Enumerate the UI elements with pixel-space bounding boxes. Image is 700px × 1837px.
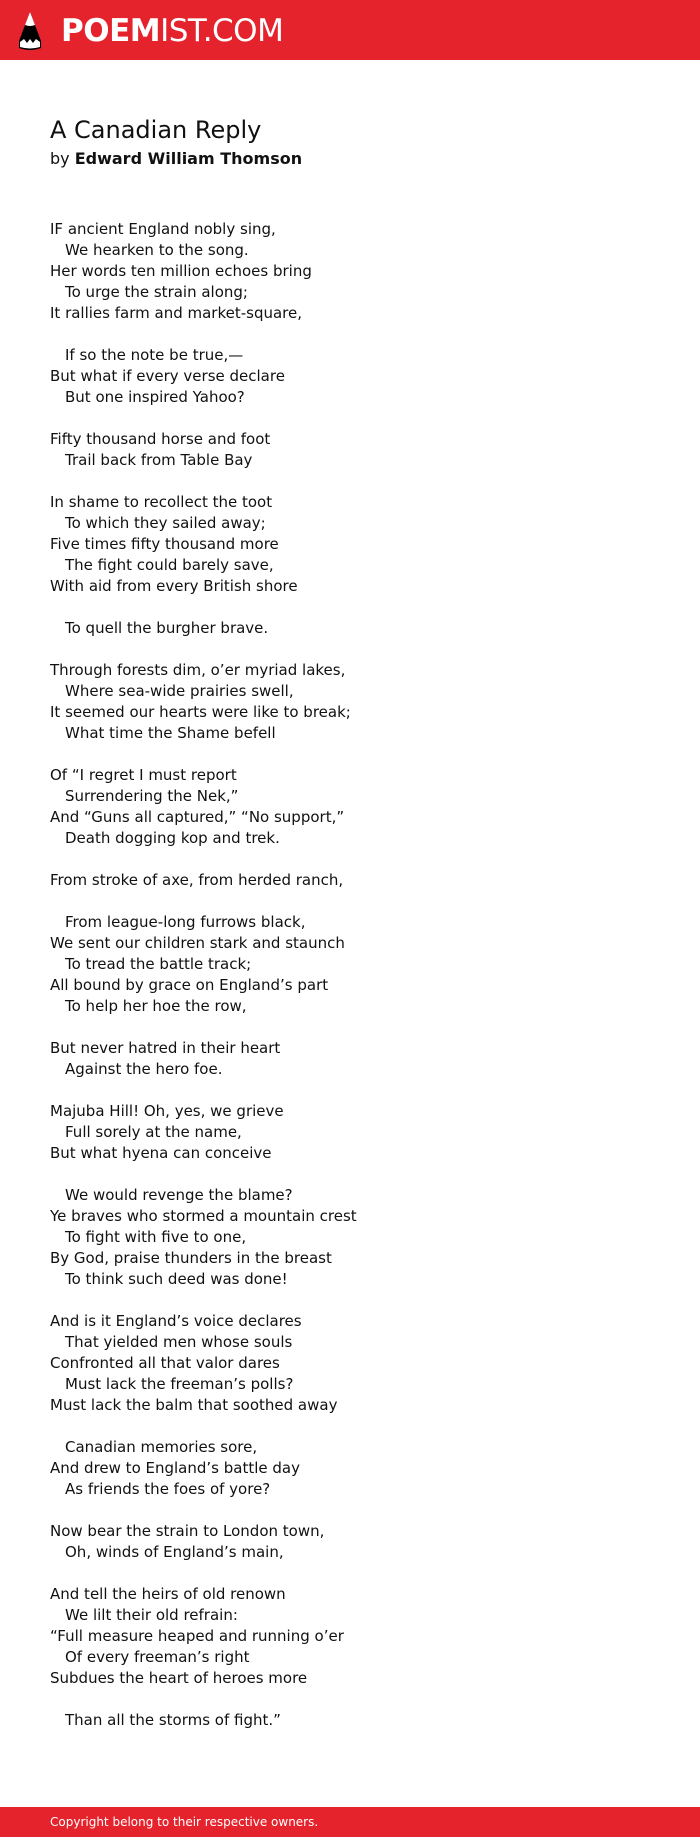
poem-line: From league-long furrows black, xyxy=(65,913,306,931)
poem-title: A Canadian Reply xyxy=(50,116,262,144)
poem-line: Confronted all that valor dares xyxy=(50,1354,280,1372)
site-logo[interactable] xyxy=(17,10,283,52)
poem-line: To which they sailed away; xyxy=(65,514,266,532)
poem-line: Majuba Hill! Oh, yes, we grieve xyxy=(50,1102,284,1120)
poem-byline xyxy=(50,147,302,171)
poem-line: Must lack the balm that soothed away xyxy=(50,1396,338,1414)
poem-line: If so the note be true,— xyxy=(65,346,244,364)
poem-line: It seemed our hearts were like to break; xyxy=(50,703,351,721)
poem-line: Trail back from Table Bay xyxy=(65,451,253,469)
poem-line: To tread the battle track; xyxy=(65,955,252,973)
byline-prefix: by xyxy=(50,149,70,168)
poem-line: “Full measure heaped and running o’er xyxy=(50,1627,344,1645)
poem-line: Full sorely at the name, xyxy=(65,1123,242,1141)
poem-line: Five times fifty thousand more xyxy=(50,535,279,553)
poem-line: Her words ten million echoes bring xyxy=(50,262,312,280)
poem-line: With aid from every British shore xyxy=(50,577,298,595)
poem-line: The fight could barely save, xyxy=(65,556,274,574)
poem-line: What time the Shame befell xyxy=(65,724,276,742)
stanza-break xyxy=(50,1164,650,1185)
poem-line: By God, praise thunders in the breast xyxy=(50,1249,332,1267)
poem-line: That yielded men whose souls xyxy=(65,1333,293,1351)
stanza-break xyxy=(50,324,650,345)
stanza-break xyxy=(50,408,650,429)
poem-line: We lilt their old refrain: xyxy=(65,1606,238,1624)
stanza-break xyxy=(50,849,650,870)
poem-line: Now bear the strain to London town, xyxy=(50,1522,325,1540)
logo-text-light: IST.COM xyxy=(160,13,284,49)
poem-line: We would revenge the blame? xyxy=(65,1186,293,1204)
stanza-break xyxy=(50,1290,650,1311)
poem-line: To help her hoe the row, xyxy=(65,997,247,1015)
logo-text-bold: POEM xyxy=(61,13,161,49)
stanza-break xyxy=(50,1017,650,1038)
poem-line: Than all the storms of fight.” xyxy=(65,1711,281,1729)
poem-body xyxy=(50,219,650,1731)
poem-line: But one inspired Yahoo? xyxy=(65,388,245,406)
poem-line: And drew to England’s battle day xyxy=(50,1459,300,1477)
stanza-break xyxy=(50,1500,650,1521)
poem-line: Canadian memories sore, xyxy=(65,1438,258,1456)
poem-line: Oh, winds of England’s main, xyxy=(65,1543,284,1561)
poem-line: Surrendering the Nek,” xyxy=(65,787,239,805)
poem-author: Edward William Thomson xyxy=(74,149,303,168)
poem-line: And tell the heirs of old renown xyxy=(50,1585,286,1603)
stanza-break xyxy=(50,1689,650,1710)
pencil-tip-icon xyxy=(17,11,43,51)
poem-line: And is it England’s voice declares xyxy=(50,1312,302,1330)
poem-line: But what if every verse declare xyxy=(50,367,285,385)
poem-line: Subdues the heart of heroes more xyxy=(50,1669,308,1687)
poem-line: Must lack the freeman’s polls? xyxy=(65,1375,294,1393)
stanza-break xyxy=(50,1563,650,1584)
stanza-break xyxy=(50,597,650,618)
poem-line: Of “I regret I must report xyxy=(50,766,237,784)
poem-line: Fifty thousand horse and foot xyxy=(50,430,271,448)
poem-line: From stroke of axe, from herded ranch, xyxy=(50,871,344,889)
poem-line: To think such deed was done! xyxy=(65,1270,288,1288)
stanza-break xyxy=(50,891,650,912)
poem-line: As friends the foes of yore? xyxy=(65,1480,271,1498)
stanza-break xyxy=(50,639,650,660)
poem-line: Of every freeman’s right xyxy=(65,1648,250,1666)
stanza-break xyxy=(50,1416,650,1437)
poem-line: To quell the burgher brave. xyxy=(65,619,269,637)
site-header xyxy=(0,0,700,60)
poem-line: Ye braves who stormed a mountain crest xyxy=(50,1207,357,1225)
footer-copyright: Copyright belong to their respective owners. xyxy=(50,1815,319,1829)
stanza-break xyxy=(50,471,650,492)
poem-line: In shame to recollect the toot xyxy=(50,493,273,511)
poem-line: IF ancient England nobly sing, xyxy=(50,220,276,238)
poem-line: We sent our children stark and staunch xyxy=(50,934,345,952)
poem-line: But what hyena can conceive xyxy=(50,1144,272,1162)
poem-line: Where sea-wide prairies swell, xyxy=(65,682,294,700)
poem-line: But never hatred in their heart xyxy=(50,1039,281,1057)
poem-line: To fight with five to one, xyxy=(65,1228,247,1246)
poem-line: We hearken to the song. xyxy=(65,241,249,259)
site-footer xyxy=(0,1807,700,1837)
poem-line: To urge the strain along; xyxy=(65,283,248,301)
stanza-break xyxy=(50,744,650,765)
poem-line: Through forests dim, o’er myriad lakes, xyxy=(50,661,346,679)
poem-line: And “Guns all captured,” “No support,” xyxy=(50,808,345,826)
poem-line: Against the hero foe. xyxy=(65,1060,223,1078)
stanza-break xyxy=(50,1080,650,1101)
site-logo-text xyxy=(61,11,283,51)
poem-line: It rallies farm and market-square, xyxy=(50,304,303,322)
poem-line: Death dogging kop and trek. xyxy=(65,829,280,847)
poem-line: All bound by grace on England’s part xyxy=(50,976,329,994)
